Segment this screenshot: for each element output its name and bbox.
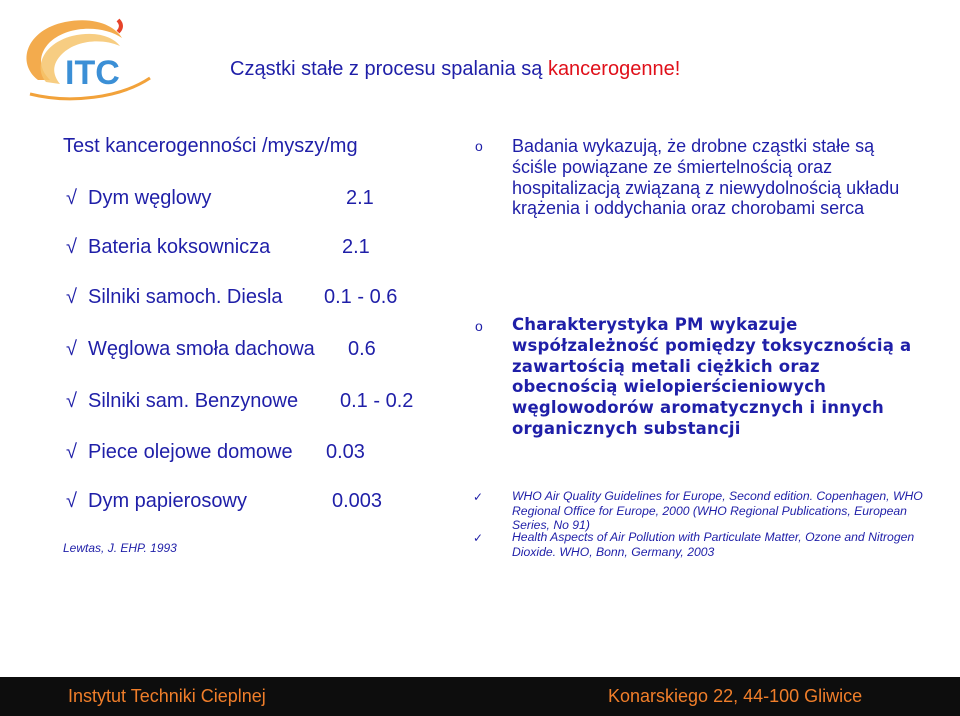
page-title: Cząstki stałe z procesu spalania są kancerogenne!: [230, 58, 681, 80]
source-citation: Lewtas, J. EHP. 1993: [63, 541, 177, 555]
list-item: [66, 441, 365, 464]
list-item: [66, 286, 398, 309]
footer-institute: Instytut Techniki Cieplnej: [68, 686, 266, 706]
item-value: 0.6: [348, 338, 376, 360]
item-label: Piece olejowe domowe: [88, 441, 293, 463]
item-label: Bateria koksownicza: [88, 236, 271, 258]
bullet-icon: o: [475, 138, 483, 154]
list-item: [66, 490, 383, 513]
list-item: [66, 236, 370, 259]
check-icon: √: [66, 286, 77, 308]
itc-logo: [10, 8, 160, 108]
check-icon: √: [66, 441, 77, 463]
check-icon: √: [66, 390, 77, 412]
check-icon: √: [66, 236, 77, 258]
item-value: 0.003: [332, 490, 383, 512]
check-icon: √: [66, 338, 77, 360]
check-icon: √: [66, 187, 77, 209]
bullet-icon: o: [475, 318, 483, 334]
item-label: Dym węglowy: [88, 187, 212, 209]
item-label: Węglowa smoła dachowa: [88, 338, 315, 360]
footer-address: Konarskiego 22, 44-100 Gliwice: [608, 686, 863, 706]
paragraph-toxicity: Charakterystyka PM wykazuje współzależność pomiędzy toksycznością a zawartością metali ciężkich oraz obecnością wielopierścieniowych węglowodorów aromatycznych i innych organicznych substancji: [512, 315, 912, 438]
item-label: Silniki samoch. Diesla: [88, 286, 283, 308]
item-value: 2.1: [342, 236, 370, 258]
reference-who-guidelines: WHO Air Quality Guidelines for Europe, Second edition. Copenhagen, WHO Regional Office for Europe, 2000 (WHO Regional Publications, European Series, No 91): [512, 489, 923, 532]
paragraph-mortality: Badania wykazują, że drobne cząstki stałe są ściśle powiązane ze śmiertelnością oraz hospitalizacją związaną z niewydolnością układu krążenia i oddychania oraz chorobami serca: [512, 136, 900, 219]
list-item: [66, 187, 374, 210]
checkmark-icon: ✓: [473, 531, 484, 545]
check-icon: √: [66, 490, 77, 512]
item-value: 0.1 - 0.6: [324, 286, 398, 308]
reference-who-health: Health Aspects of Air Pollution with Particulate Matter, Ozone and Nitrogen Dioxide. WHO, Bonn, Germany, 2003: [512, 530, 915, 559]
item-value: 0.03: [326, 441, 365, 463]
list-item: [66, 338, 376, 361]
svg-text:ITC: ITC: [65, 54, 120, 92]
item-label: Dym papierosowy: [88, 490, 247, 512]
item-value: 0.1 - 0.2: [340, 390, 414, 412]
item-value: 2.1: [346, 187, 374, 209]
item-label: Silniki sam. Benzynowe: [88, 390, 299, 412]
test-heading: Test kancerogenności /myszy/mg: [63, 135, 358, 157]
title-highlight: kancerogenne!: [547, 58, 681, 80]
list-item: [66, 390, 414, 413]
checkmark-icon: ✓: [473, 490, 484, 504]
